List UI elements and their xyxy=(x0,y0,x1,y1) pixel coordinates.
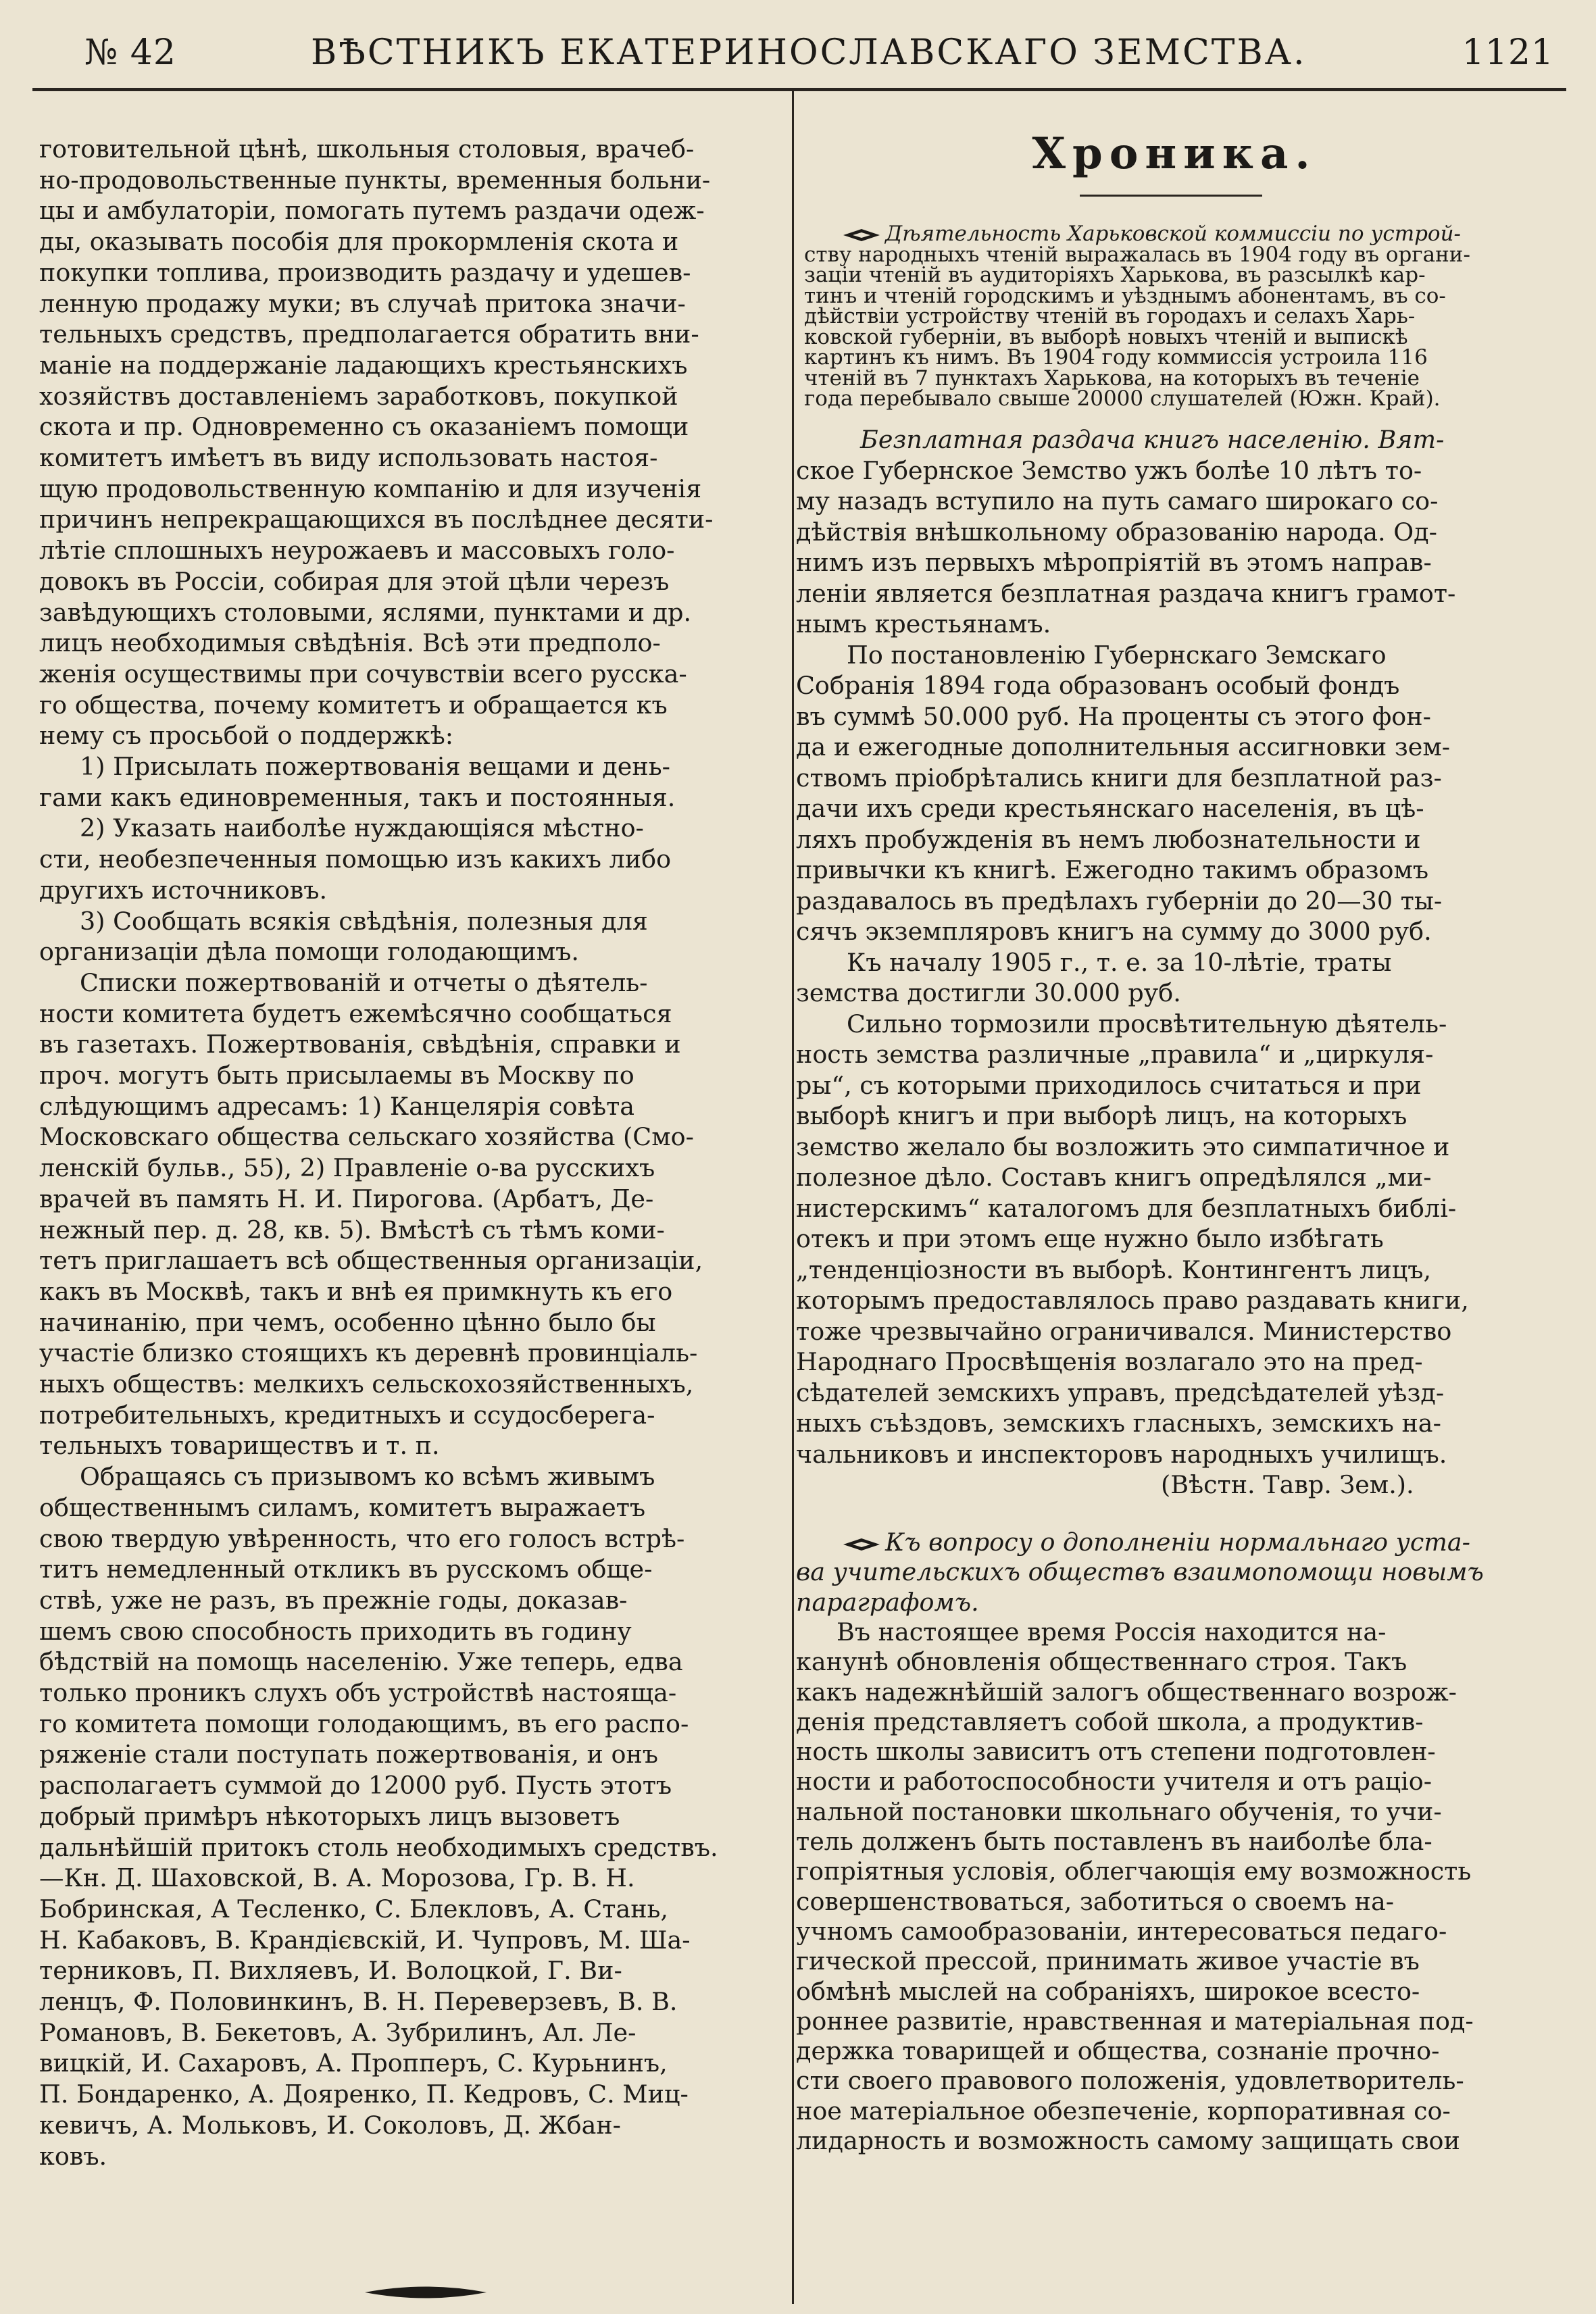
body-text-line: нему съ просьбой о поддержкѣ: xyxy=(39,721,454,751)
body-text-line: чальниковъ и инспекторовъ народныхъ училищъ. xyxy=(796,1439,1447,1469)
issue-number: № 42 xyxy=(84,32,176,73)
body-text-line: покупки топлива, производить раздачу и удешев- xyxy=(39,257,691,287)
body-text-line: Н. Кабаковъ, В. Крандієвскій, И. Чупровъ, М. Ша- xyxy=(39,1925,691,1955)
body-text-line: маніе на поддержаніе ладающихъ крестьянскихъ xyxy=(39,350,688,380)
body-text-line: ленскій бульв., 55), 2) Правленіе о-ва русскихъ xyxy=(39,1153,655,1183)
teachers-headline: ва учительскихъ обществъ взаимопомощи новымъ xyxy=(796,1557,1484,1587)
body-text-line: лидарность и возможность самому защищать свои xyxy=(796,2126,1460,2155)
body-text-line: держка товарищей и общества, сознаніе прочно- xyxy=(796,2036,1440,2066)
body-text-line: выборѣ книгъ и при выборѣ лицъ, на которыхъ xyxy=(796,1101,1407,1130)
body-text-line: титъ немедленный откликъ въ русскомъ обще- xyxy=(39,1555,653,1584)
body-text-line: го комитета помощи голодающимъ, въ его распо- xyxy=(39,1709,689,1738)
body-text-line: тельныхъ средствъ, предполагается обратить вни- xyxy=(39,320,699,349)
body-text-line: му назадъ вступило на путь самаго широкаго со- xyxy=(796,486,1439,515)
body-text-line: дальнѣйшій притокъ столь необходимыхъ средствъ. xyxy=(39,1832,718,1862)
body-text-line: комитетъ имѣетъ въ виду использовать настоя- xyxy=(39,443,658,472)
body-text-line: врачей въ память Н. И. Пирогова. (Арбатъ, Де- xyxy=(39,1184,654,1213)
body-text-line: тельныхъ товариществъ и т. п. xyxy=(39,1431,440,1461)
body-text-line: ныхъ обществъ: мелкихъ сельскохозяйственныхъ, xyxy=(39,1369,694,1399)
body-text-line: нымъ крестьянамъ. xyxy=(796,609,1051,638)
body-text-line: денія представляетъ собой школа, а продуктив- xyxy=(796,1707,1424,1736)
body-text-line: По постановленію Губернскаго Земскаго xyxy=(847,640,1387,670)
body-text-line: Московскаго общества сельскаго хозяйства (Смо- xyxy=(39,1122,694,1152)
body-text-line: готовительной цѣнѣ, школьныя столовыя, врачеб- xyxy=(39,134,695,164)
body-text-line: нальной постановки школьнаго обученія, то учи- xyxy=(796,1796,1442,1826)
kharkov-text-line: ковской губерніи, въ выборѣ новыхъ чтеній и выпискѣ xyxy=(804,324,1408,349)
body-text-line: сти своего правового положенія, удовлетворитель- xyxy=(796,2066,1464,2096)
body-text-line: Къ началу 1905 г., т. е. за 10-лѣтіе, траты xyxy=(847,947,1392,977)
body-text-line: скота и пр. Одновременно съ оказаніемъ помощи xyxy=(39,412,689,442)
body-text-line: Романовъ, В. Бекетовъ, А. Зубрилинъ, Ал. Ле- xyxy=(39,2017,637,2047)
body-text-line: тель долженъ быть поставленъ въ наиболѣе бла- xyxy=(796,1827,1432,1856)
body-text-line: го общества, почему комитетъ и обращается къ xyxy=(39,690,668,720)
books-headline: Безплатная раздача книгъ населенію. Вят- xyxy=(860,425,1445,454)
body-text-line: свою твердую увѣренность, что его голосъ встрѣ- xyxy=(39,1524,685,1553)
kharkov-text-line: заціи чтеній въ аудиторіяхъ Харькова, въ разсылкѣ кар- xyxy=(804,263,1426,287)
source-citation: (Вѣстн. Тавр. Зем.). xyxy=(1161,1470,1414,1499)
body-text-line: женія осуществимы при сочувствіи всего русска- xyxy=(39,659,687,688)
body-text-line: ность школы зависитъ отъ степени подготовлен- xyxy=(796,1737,1436,1767)
body-text-line: какъ въ Москвѣ, такъ и внѣ ея примкнуть къ его xyxy=(39,1276,673,1306)
body-text-line: 3) Сообщать всякія свѣдѣнія, полезныя для xyxy=(80,906,648,936)
body-text-line: учномъ самообразованіи, интересоваться педаго- xyxy=(796,1916,1447,1946)
diamond-bullet-icon xyxy=(843,1538,880,1551)
body-text-line: нимъ изъ первыхъ мѣропріятій въ этомъ направ- xyxy=(796,548,1432,577)
page-header xyxy=(27,20,1568,81)
body-text-line: ности комитета будетъ ежемѣсячно сообщаться xyxy=(39,999,672,1028)
body-text-line: 1) Присылать пожертвованія вещами и день- xyxy=(80,752,670,781)
body-text-line: въ газетахъ. Пожертвованія, свѣдѣнія, справки и xyxy=(39,1030,681,1059)
body-text-line: полезное дѣло. Составъ книгъ опредѣлялся „ми- xyxy=(796,1163,1432,1192)
body-text-line: ность земства различные „правила“ и „циркуля- xyxy=(796,1040,1434,1069)
body-text-line: сячъ экземпляровъ книгъ на сумму до 3000 руб. xyxy=(796,917,1432,946)
column-divider xyxy=(792,91,794,2304)
body-text-line: леніи является безплатная раздача книгъ грамот- xyxy=(796,578,1456,608)
body-text-line: привычки къ книгѣ. Ежегодно такимъ образомъ xyxy=(796,855,1429,884)
body-text-line: ское Губернское Земство ужъ болѣе 10 лѣтъ то- xyxy=(796,455,1422,485)
body-text-line: добрый примѣръ нѣкоторыхъ лицъ вызоветъ xyxy=(39,1801,620,1831)
kharkov-headline xyxy=(843,223,1461,245)
body-text-line: ленцъ, Ф. Половинкинъ, В. Н. Переверзевъ, В. В. xyxy=(39,1987,678,2016)
body-text-line: сѣдателей земскихъ управъ, предсѣдателей уѣзд- xyxy=(796,1378,1445,1407)
body-text-line: обмѣнѣ мыслей на собраніяхъ, широкое всесто- xyxy=(796,1976,1420,2006)
kharkov-text-line: чтеній въ 7 пунктахъ Харькова, на которыхъ въ теченіе xyxy=(804,366,1420,391)
body-text-line: ствомъ пріобрѣтались книги для безплатной раз- xyxy=(796,763,1442,793)
body-text-line: Списки пожертвованій и отчеты о дѣятель- xyxy=(80,967,648,997)
body-text-line: завѣдующихъ столовыми, яслями, пунктами и др. xyxy=(39,597,692,627)
body-text-line: —Кн. Д. Шаховской, В. А. Морозова, Гр. В. Н. xyxy=(39,1863,635,1893)
body-text-line: вицкій, И. Сахаровъ, А. Пропперъ, С. Курьнинъ, xyxy=(39,2048,668,2078)
body-text-line: 2) Указать наиболѣе нуждающіяся мѣстно- xyxy=(80,813,644,843)
title-rule xyxy=(1080,195,1262,197)
body-text-line: роннее развитіе, нравственная и матеріальная под- xyxy=(796,2006,1474,2036)
body-text-line: Обращаясь съ призывомъ ко всѣмъ живымъ xyxy=(80,1462,655,1492)
body-text-line: канунѣ обновленія общественнаго строя. Такъ xyxy=(796,1647,1407,1677)
body-text-line: цы и амбулаторіи, помогать путемъ раздачи одеж- xyxy=(39,196,705,226)
body-text-line: довокъ въ Россіи, собирая для этой цѣли черезъ xyxy=(39,566,670,596)
body-text-line: Сильно тормозили просвѣтительную дѣятель- xyxy=(847,1009,1447,1038)
body-text-line: Народнаго Просвѣщенія возлагало это на пред- xyxy=(796,1347,1423,1376)
body-text-line: дѣйствія внѣшкольному образованію народа. Од- xyxy=(796,517,1437,547)
kharkov-text-line: года перебывало свыше 20000 слушателей (Южн. Край). xyxy=(804,386,1441,411)
body-text-line: земства достигли 30.000 руб. xyxy=(796,978,1181,1007)
body-text-line: гической прессой, принимать живое участіе въ xyxy=(796,1946,1420,1976)
body-text-line: участіе близко стоящихъ къ деревнѣ провинціаль- xyxy=(39,1338,698,1368)
body-text-line: Собранія 1894 года образованъ особый фондъ xyxy=(796,671,1400,700)
body-text-line: нежный пер. д. 28, кв. 5). Вмѣстѣ съ тѣмъ коми- xyxy=(39,1215,665,1244)
body-text-line: шемъ свою способность приходить въ годину xyxy=(39,1616,632,1646)
body-text-line: другихъ источниковъ. xyxy=(39,875,328,905)
body-text-line: слѣдующимъ адресамъ: 1) Канцелярія совѣта xyxy=(39,1091,635,1121)
diamond-bullet-icon xyxy=(843,228,880,242)
body-text-line: потребительныхъ, кредитныхъ и ссудосберега- xyxy=(39,1400,655,1430)
kharkov-text-line: ству народныхъ чтеній выражалась въ 1904 году въ органи- xyxy=(804,242,1470,267)
body-text-line: тоже чрезвычайно ограничивался. Министерство xyxy=(796,1316,1452,1346)
body-text-line: тетъ приглашаетъ всѣ общественныя организаціи, xyxy=(39,1246,703,1276)
body-text-line: проч. могутъ быть присылаемы въ Москву по xyxy=(39,1061,634,1090)
body-text-line: гами какъ единовременныя, такъ и постоянныя. xyxy=(39,782,676,812)
body-text-line: ры“, съ которыми приходилось считаться и при xyxy=(796,1070,1422,1100)
body-text-line: ды, оказывать пособія для прокормленія скота и xyxy=(39,227,679,257)
body-text-line: терниковъ, П. Вихляевъ, И. Волоцкой, Г. Ви- xyxy=(39,1956,622,1986)
body-text-line: которымъ предоставлялось право раздавать книги, xyxy=(796,1286,1469,1315)
body-text-line: „тенденціозности въ выборѣ. Контингентъ лицъ, xyxy=(796,1255,1432,1284)
body-text-line: ныхъ съѣздовъ, земскихъ гласныхъ, земскихъ на- xyxy=(796,1409,1441,1438)
body-text-line: гопріятныя условія, облегчающія ему возможность xyxy=(796,1857,1472,1886)
header-rule xyxy=(32,88,1566,91)
section-title: Хроника. xyxy=(1032,128,1317,179)
body-text-line: кевичъ, А. Мольковъ, И. Соколовъ, Д. Жбан- xyxy=(39,2110,622,2140)
teachers-headline xyxy=(843,1527,1470,1557)
kharkov-text-line: дѣйствіи устройству чтеній въ городахъ и селахъ Харь- xyxy=(804,304,1416,328)
body-text-line: ствѣ, уже не разъ, въ прежніе годы, доказав- xyxy=(39,1585,628,1615)
line-text: Дѣятельность Харьковской коммиссіи по устрой- xyxy=(885,222,1462,246)
page-number: 1121 xyxy=(1462,32,1554,73)
body-text-line: ляхъ пробужденія въ немъ любознательности и xyxy=(796,824,1421,854)
kharkov-text-line: картинъ къ нимъ. Въ 1904 году коммиссія устроила 116 xyxy=(804,345,1428,370)
body-text-line: въ суммѣ 50.000 руб. На проценты съ этого фон- xyxy=(796,701,1431,731)
body-text-line: ряженіе стали поступать пожертвованія, и онъ xyxy=(39,1740,659,1769)
body-text-line: лѣтіе сплошныхъ неурожаевъ и массовыхъ голо- xyxy=(39,536,675,565)
body-text-line: начинанію, при чемъ, особенно цѣнно было бы xyxy=(39,1307,656,1337)
body-text-line: нистерскимъ“ каталогомъ для безплатныхъ библі- xyxy=(796,1193,1457,1223)
body-text-line: совершенствоваться, заботиться о своемъ на- xyxy=(796,1886,1395,1916)
body-text-line: какъ надежнѣйшій залогъ общественнаго возрож- xyxy=(796,1677,1457,1707)
body-text-line: располагаетъ суммой до 12000 руб. Пусть этотъ xyxy=(39,1771,672,1801)
journal-title: ВѢСТНИКЪ ЕКАТЕРИНОСЛАВСКАГО ЗЕМСТВА. xyxy=(311,32,1307,73)
body-text-line: причинъ непрекращающихся въ послѣднее десяти- xyxy=(39,505,714,534)
body-text-line: отекъ и при этомъ еще нужно было избѣгать xyxy=(796,1224,1384,1253)
line-text: Къ вопросу о дополненіи нормальнаго уста- xyxy=(885,1528,1471,1557)
body-text-line: организаціи дѣла помощи голодающимъ. xyxy=(39,937,579,967)
teachers-headline: параграфомъ. xyxy=(796,1587,979,1617)
body-text-line: Бобринская, А Тесленко, С. Блекловъ, А. Стань, xyxy=(39,1894,668,1923)
body-text-line: общественнымъ силамъ, комитетъ выражаетъ xyxy=(39,1492,646,1522)
body-text-line: ное матеріальное обезпеченіе, корпоративная со- xyxy=(796,2096,1451,2126)
body-text-line: П. Бондаренко, А. Дояренко, П. Кедровъ, С. Миц- xyxy=(39,2080,689,2109)
body-text-line: бѣдствій на помощь населенію. Уже теперь, едва xyxy=(39,1647,683,1677)
body-text-line: Въ настоящее время Россія находится на- xyxy=(837,1617,1387,1646)
body-text-line: земство желало бы возложить это симпатичное и xyxy=(796,1132,1450,1161)
body-text-line: но-продовольственные пункты, временныя больни- xyxy=(39,165,711,195)
body-text-line: дачи ихъ среди крестьянскаго населенія, въ цѣ- xyxy=(796,794,1424,823)
body-text-line: ковъ. xyxy=(39,2141,107,2171)
end-ornament-icon xyxy=(365,2282,487,2303)
kharkov-text-line: тинъ и чтеній городскимъ и уѣзднымъ абонентамъ, въ со- xyxy=(804,283,1446,308)
body-text-line: щую продовольственную компанію и для изученія xyxy=(39,474,702,503)
body-text-line: только проникъ слухъ объ устройствѣ настояща- xyxy=(39,1678,677,1707)
body-text-line: ленную продажу муки; въ случаѣ притока значи- xyxy=(39,288,686,318)
body-text-line: сти, необезпеченныя помощью изъ какихъ либо xyxy=(39,845,672,874)
body-text-line: раздавалось въ предѣлахъ губерніи до 20—30 ты- xyxy=(796,886,1443,915)
body-text-line: да и ежегодные дополнительныя ассигновки зем- xyxy=(796,732,1451,761)
body-text-line: хозяйствъ доставленіемъ заработковъ, покупкой xyxy=(39,381,678,411)
body-text-line: лицъ необходимыя свѣдѣнія. Всѣ эти предполо- xyxy=(39,628,661,658)
body-text-line: ности и работоспособности учителя и отъ раціо- xyxy=(796,1767,1432,1796)
